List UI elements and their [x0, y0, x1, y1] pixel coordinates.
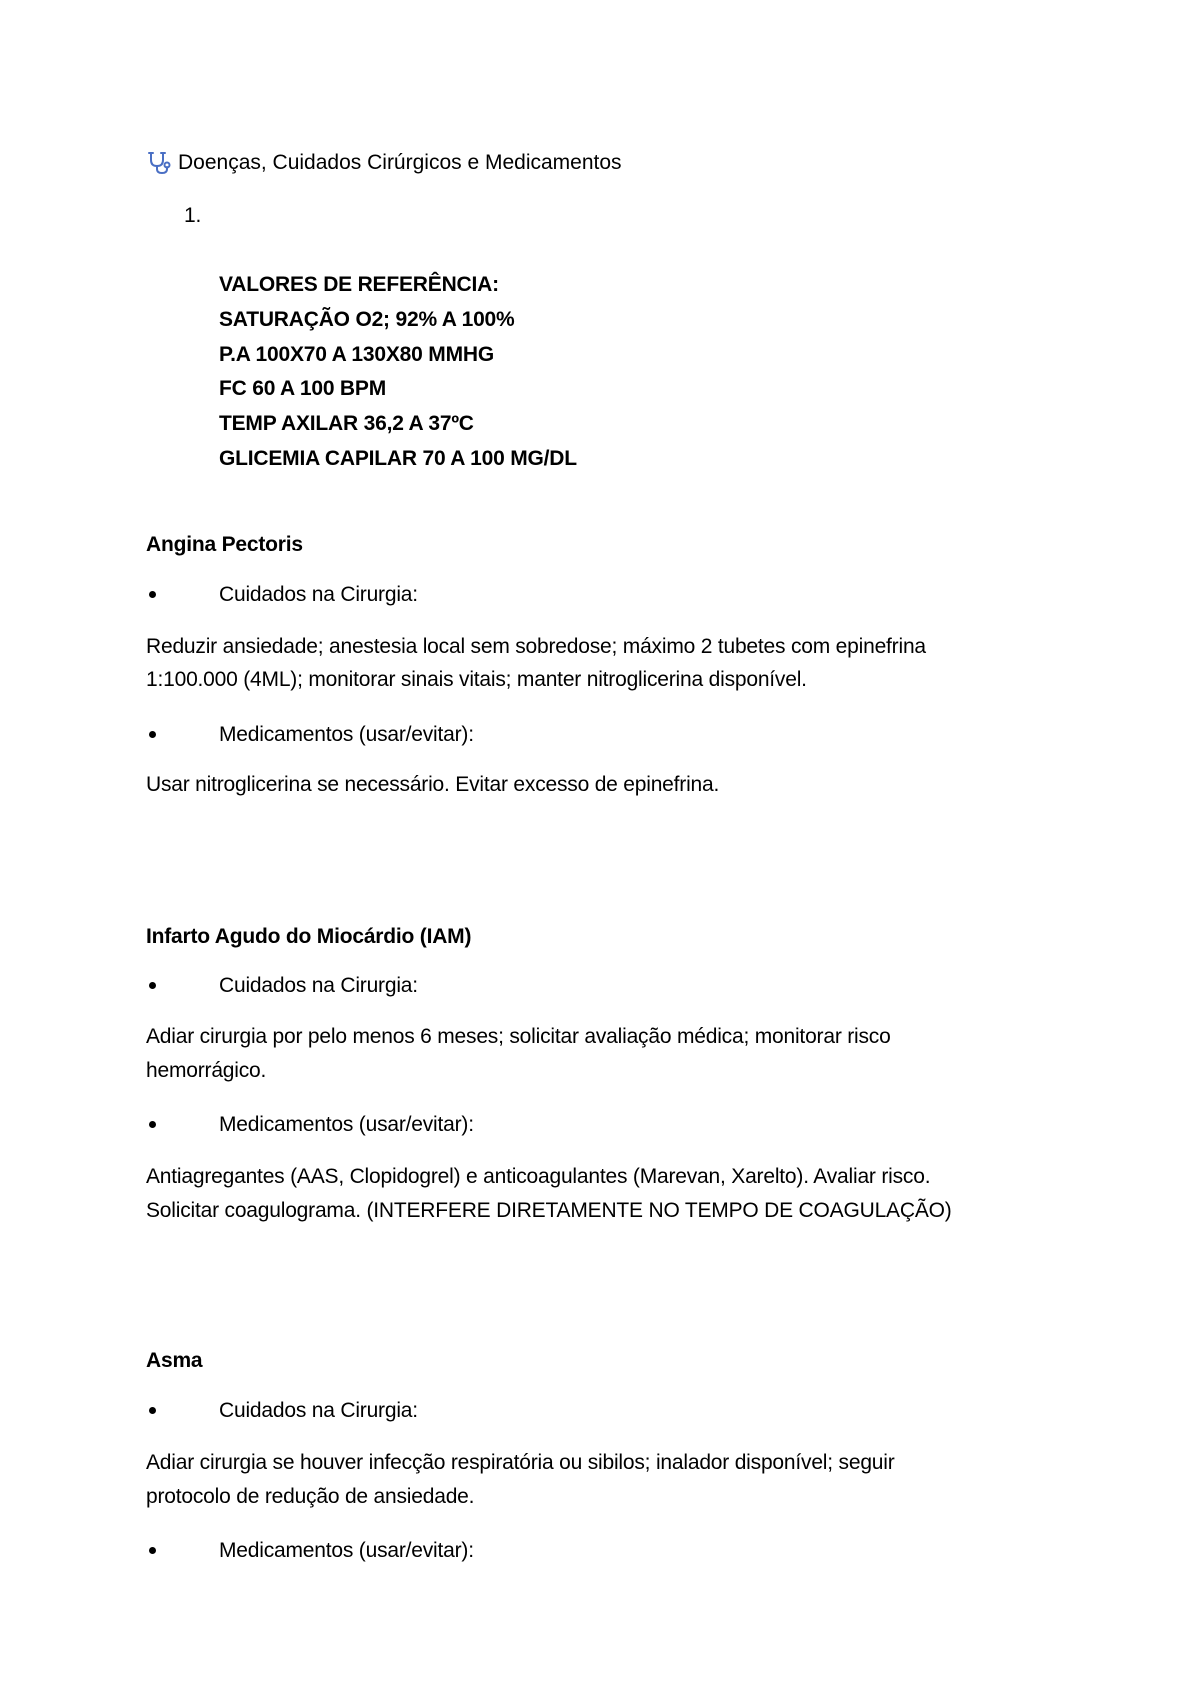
bullet-icon — [149, 1547, 156, 1554]
reference-item: GLICEMIA CAPILAR 70 A 100 MG/DL — [219, 447, 577, 470]
reference-item: FC 60 A 100 BPM — [219, 377, 386, 400]
document-title-text: Doenças, Cuidados Cirúrgicos e Medicamentos — [178, 151, 622, 174]
care-text: Adiar cirurgia por pelo menos 6 meses; solicitar avaliação médica; monitorar risco — [146, 1025, 891, 1048]
care-text: Reduzir ansiedade; anestesia local sem sobredose; máximo 2 tubetes com epinefrina — [146, 635, 926, 658]
reference-item: SATURAÇÃO O2; 92% A 100% — [219, 308, 515, 331]
care-text: Adiar cirurgia se houver infecção respiratória ou sibilos; inalador disponível; seguir — [146, 1451, 895, 1474]
reference-item: TEMP AXILAR 36,2 A 37ºC — [219, 412, 474, 435]
care-text: 1:100.000 (4ML); monitorar sinais vitais; manter nitroglicerina disponível. — [146, 668, 807, 691]
meds-text: Antiagregantes (AAS, Clopidogrel) e anticoagulantes (Marevan, Xarelto). Avaliar risco. — [146, 1165, 931, 1188]
bullet-icon — [149, 591, 156, 598]
meds-text: Usar nitroglicerina se necessário. Evitar excesso de epinefrina. — [146, 773, 720, 796]
section-title: Infarto Agudo do Miocárdio (IAM) — [146, 925, 472, 948]
care-label: Cuidados na Cirurgia: — [219, 1399, 418, 1422]
care-text: hemorrágico. — [146, 1059, 267, 1082]
section-title: Asma — [146, 1349, 203, 1372]
bullet-icon — [149, 1121, 156, 1128]
care-text: protocolo de redução de ansiedade. — [146, 1485, 475, 1508]
meds-label: Medicamentos (usar/evitar): — [219, 723, 474, 746]
bullet-icon — [149, 731, 156, 738]
meds-text: Solicitar coagulograma. (INTERFERE DIRETAMENTE NO TEMPO DE COAGULAÇÃO) — [146, 1199, 952, 1222]
bullet-icon — [149, 1407, 156, 1414]
stethoscope-icon — [146, 150, 172, 176]
reference-item: P.A 100X70 A 130X80 MMHG — [219, 343, 494, 366]
section-title: Angina Pectoris — [146, 533, 303, 556]
meds-label: Medicamentos (usar/evitar): — [219, 1539, 474, 1562]
bullet-icon — [149, 982, 156, 989]
document-title — [146, 148, 622, 178]
care-label: Cuidados na Cirurgia: — [219, 583, 418, 606]
reference-heading: VALORES DE REFERÊNCIA: — [219, 273, 499, 296]
list-marker: 1. — [184, 204, 202, 227]
meds-label: Medicamentos (usar/evitar): — [219, 1113, 474, 1136]
care-label: Cuidados na Cirurgia: — [219, 974, 418, 997]
